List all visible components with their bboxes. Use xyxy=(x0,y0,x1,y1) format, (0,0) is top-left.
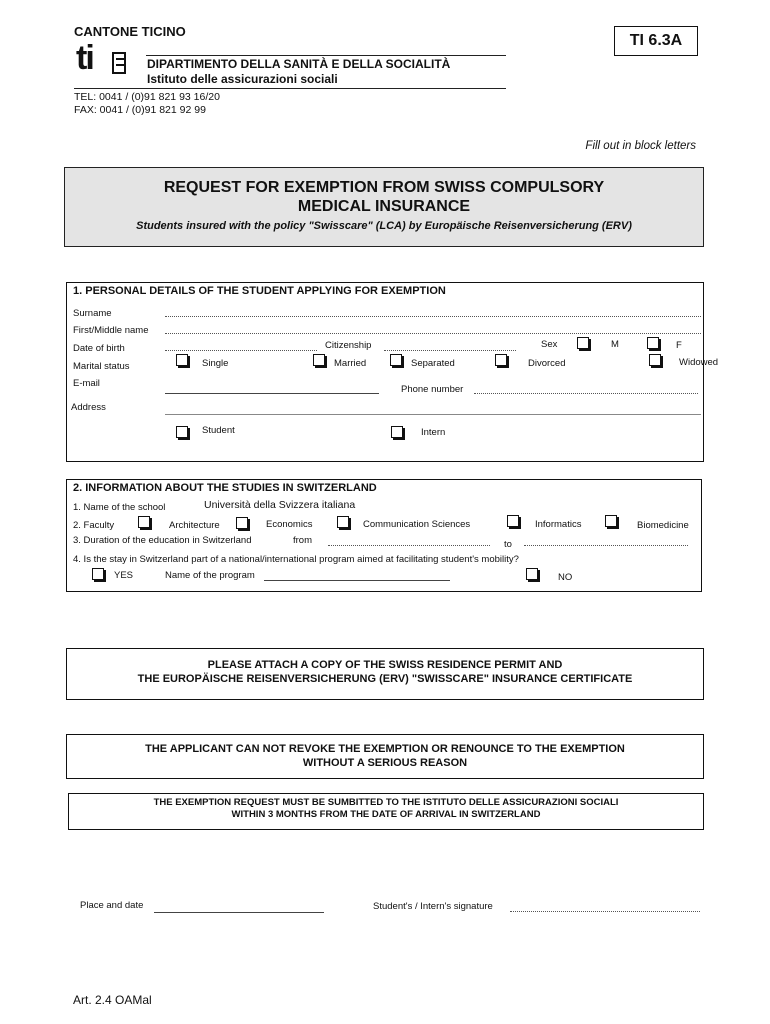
divorced-label: Divorced xyxy=(528,358,566,369)
sex-female-label: F xyxy=(676,340,682,351)
duration-from-field[interactable] xyxy=(328,545,490,546)
citizenship-label: Citizenship xyxy=(325,340,372,351)
address-field[interactable] xyxy=(165,414,701,415)
widowed-label: Widowed xyxy=(679,357,719,368)
faculty-architecture-label: Architecture xyxy=(169,520,220,531)
revoke-notice xyxy=(66,734,704,779)
revoke-line-1: THE APPLICANT CAN NOT REVOKE THE EXEMPTION OR RENOUNCE TO THE EXEMPTION xyxy=(145,743,625,755)
first-name-label: First/Middle name xyxy=(73,325,149,336)
email-field[interactable] xyxy=(165,393,379,394)
school-value: Università della Svizzera italiana xyxy=(204,499,356,511)
mobility-question: 4. Is the stay in Switzerland part of a national/international program aimed at facilitating student's mobility? xyxy=(73,554,519,565)
single-checkbox[interactable] xyxy=(176,354,188,366)
faculty-communication-checkbox[interactable] xyxy=(337,516,349,528)
sex-male-checkbox[interactable] xyxy=(577,337,589,349)
form-code: TI 6.3A xyxy=(629,32,683,49)
faculty-informatics-label: Informatics xyxy=(535,519,582,530)
phone-field[interactable] xyxy=(474,393,698,394)
married-checkbox[interactable] xyxy=(313,354,325,366)
intern-label: Intern xyxy=(421,427,446,438)
mobility-no-label: NO xyxy=(558,572,573,583)
surname-field[interactable] xyxy=(165,316,701,317)
faculty-informatics-checkbox[interactable] xyxy=(507,515,519,527)
signature-field[interactable] xyxy=(510,911,700,912)
department-name: DIPARTIMENTO DELLA SANITÀ E DELLA SOCIALITÀ xyxy=(147,57,451,71)
institute-name: Istituto delle assicurazioni sociali xyxy=(147,72,338,86)
widowed-checkbox[interactable] xyxy=(649,354,661,366)
section2-heading: 2. INFORMATION ABOUT THE STUDIES IN SWITZERLAND xyxy=(73,482,377,494)
logo-text: ti xyxy=(76,39,93,77)
sex-male-label: M xyxy=(611,339,619,350)
faculty-label: 2. Faculty xyxy=(73,520,115,531)
sex-label: Sex xyxy=(541,339,558,350)
dob-label: Date of birth xyxy=(73,343,125,354)
faculty-biomedicine-checkbox[interactable] xyxy=(605,515,617,527)
sex-female-checkbox[interactable] xyxy=(647,337,659,349)
divorced-checkbox[interactable] xyxy=(495,354,507,366)
mobility-yes-label: YES xyxy=(114,570,134,581)
attach-notice xyxy=(66,648,704,700)
address-label: Address xyxy=(71,402,106,413)
fill-note: Fill out in block letters xyxy=(585,140,696,152)
program-label: Name of the program xyxy=(165,570,255,581)
canton-name: CANTONE TICINO xyxy=(74,24,186,39)
faculty-economics-label: Economics xyxy=(266,519,313,530)
faculty-biomedicine-label: Biomedicine xyxy=(637,520,689,531)
duration-from-label: from xyxy=(293,535,312,546)
title-subtitle: Students insured with the policy "Swisscare" (LCA) by Europäische Reisenversicherung (ERV) xyxy=(136,220,632,232)
place-date-field[interactable] xyxy=(154,912,324,913)
form-code-box xyxy=(614,26,698,56)
marital-status-label: Marital status xyxy=(73,361,130,372)
revoke-line-2: WITHOUT A SERIOUS REASON xyxy=(302,757,468,769)
submit-line-2: WITHIN 3 MONTHS FROM THE DATE OF ARRIVAL IN SWITZERLAND xyxy=(231,809,541,820)
separated-checkbox[interactable] xyxy=(390,354,402,366)
section-personal-details xyxy=(66,282,704,462)
title-line-2: MEDICAL INSURANCE xyxy=(297,198,471,215)
canton-logo xyxy=(76,39,132,78)
surname-label: Surname xyxy=(73,308,112,319)
married-label: Married xyxy=(334,358,367,369)
submit-notice xyxy=(68,793,704,830)
citizenship-field[interactable] xyxy=(384,350,516,351)
faculty-architecture-checkbox[interactable] xyxy=(138,516,150,528)
student-label: Student xyxy=(202,425,235,436)
school-label: 1. Name of the school xyxy=(73,502,166,513)
attach-line-1: PLEASE ATTACH A COPY OF THE SWISS RESIDENCE PERMIT AND xyxy=(207,659,563,671)
telephone: TEL: 0041 / (0)91 821 93 16/20 xyxy=(74,91,220,103)
title-line-1: REQUEST FOR EXEMPTION FROM SWISS COMPULSORY xyxy=(163,179,605,196)
student-checkbox[interactable] xyxy=(176,426,188,438)
duration-to-field[interactable] xyxy=(524,545,688,546)
faculty-economics-checkbox[interactable] xyxy=(236,517,248,529)
email-label: E-mail xyxy=(73,378,100,389)
duration-label: 3. Duration of the education in Switzerland xyxy=(73,535,252,546)
signature-label: Student's / Intern's signature xyxy=(373,901,493,912)
single-label: Single xyxy=(202,358,229,369)
fax: FAX: 0041 / (0)91 821 92 99 xyxy=(74,104,206,116)
mobility-no-checkbox[interactable] xyxy=(526,568,538,580)
article-reference: Art. 2.4 OAMal xyxy=(73,993,152,1007)
mobility-yes-checkbox[interactable] xyxy=(92,568,104,580)
phone-label: Phone number xyxy=(401,384,464,395)
title-box xyxy=(64,167,704,247)
attach-line-2: THE EUROPÄISCHE REISENVERSICHERUNG (ERV) "SWISSCARE" INSURANCE CERTIFICATE xyxy=(137,673,633,685)
dob-field[interactable] xyxy=(165,350,317,351)
intern-checkbox[interactable] xyxy=(391,426,403,438)
duration-to-label: to xyxy=(504,539,512,550)
section1-heading: 1. PERSONAL DETAILS OF THE STUDENT APPLYING FOR EXEMPTION xyxy=(73,285,446,297)
faculty-communication-label: Communication Sciences xyxy=(363,519,471,530)
logo-square-icon xyxy=(112,52,126,74)
first-name-field[interactable] xyxy=(165,333,701,334)
submit-line-1: THE EXEMPTION REQUEST MUST BE SUMBITTED TO THE ISTITUTO DELLE ASSICURAZIONI SOCIALI xyxy=(153,797,619,808)
place-date-label: Place and date xyxy=(80,900,144,911)
program-field[interactable] xyxy=(264,580,450,581)
separated-label: Separated xyxy=(411,358,455,369)
